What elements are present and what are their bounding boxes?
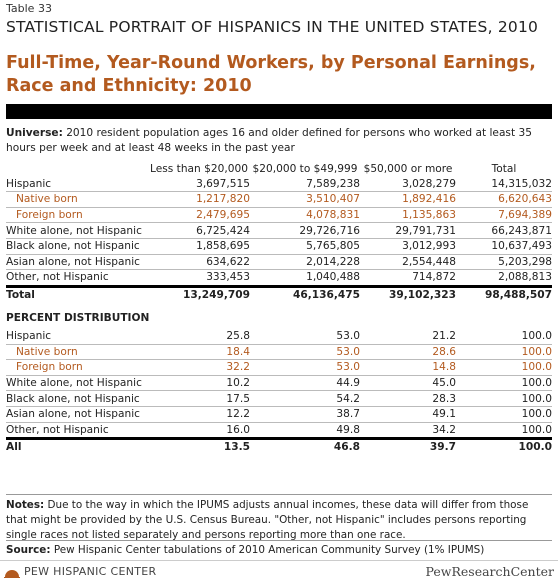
cell-value: 1,135,863 (360, 207, 456, 223)
pew-research-logo: PewResearchCenter (425, 564, 554, 579)
table-row (6, 391, 552, 407)
row-label: Native born (6, 344, 148, 360)
cell-value: 100.0 (456, 439, 552, 455)
row-label: Foreign born (6, 360, 148, 376)
notes-label: Notes: (6, 499, 45, 511)
row-label: White alone, not Hispanic (6, 223, 148, 239)
cell-value: 5,203,298 (456, 254, 552, 270)
cell-value: 39.7 (360, 439, 456, 455)
cell-value: 1,217,820 (148, 192, 250, 208)
cell-value: 44.9 (250, 375, 360, 391)
table-row (6, 375, 552, 391)
universe-text: 2010 resident population ages 16 and older defined for persons who worked at least 35 hours per week and at least 48 weeks in the past year (6, 127, 532, 154)
cell-value: 17.5 (148, 391, 250, 407)
cell-value: 333,453 (206, 271, 250, 284)
table-row (6, 422, 552, 439)
cell-value: 100.0 (456, 360, 552, 376)
table-row (6, 223, 552, 239)
table-row (6, 254, 552, 270)
percent-section (6, 329, 552, 455)
table-row (6, 329, 552, 344)
cell-value: 1,892,416 (360, 192, 456, 208)
source-note (6, 540, 552, 556)
cell-value: 34.2 (432, 423, 456, 436)
cell-value: 16.0 (226, 423, 250, 436)
row-label: Other, not Hispanic (6, 271, 109, 284)
source-text: Pew Hispanic Center tabulations of 2010 American Community Survey (1% IPUMS) (50, 544, 485, 556)
cell-value: 2,554,448 (360, 254, 456, 270)
cell-value: 45.0 (360, 375, 456, 391)
footer-divider (0, 560, 558, 561)
cell-value: 100.0 (456, 329, 552, 344)
counts-section (6, 177, 552, 303)
notes (6, 494, 552, 543)
cell-value: 32.2 (148, 360, 250, 376)
cell-value: 2,088,813 (498, 271, 552, 284)
cell-value: 54.2 (250, 391, 360, 407)
cell-value: 98,488,507 (456, 286, 552, 302)
sun-logo-icon (4, 566, 20, 578)
row-label: All (6, 439, 148, 455)
cell-value: 100.0 (456, 406, 552, 422)
row-label: Asian alone, not Hispanic (6, 406, 148, 422)
row-label: Foreign born (6, 207, 148, 223)
cell-value: 28.3 (360, 391, 456, 407)
cell-value: 28.6 (360, 344, 456, 360)
cell-value: 2,014,228 (250, 254, 360, 270)
row-label: Native born (6, 192, 148, 208)
table-row (6, 192, 552, 208)
source-label: Source: (6, 544, 51, 556)
cell-value: 12.2 (148, 406, 250, 422)
cell-value: 53.0 (250, 360, 360, 376)
data-table (6, 162, 552, 455)
cell-value: 3,510,407 (250, 192, 360, 208)
cell-value: 100.0 (456, 375, 552, 391)
row-label: Other, not Hispanic (6, 423, 109, 436)
cell-value: 53.0 (250, 344, 360, 360)
header-divider-bar (6, 104, 552, 119)
percent-distribution-label: PERCENT DISTRIBUTION (6, 311, 150, 324)
row-label: Asian alone, not Hispanic (6, 254, 148, 270)
table-header-row (6, 162, 552, 177)
universe-label: Universe: (6, 127, 63, 139)
cell-value: 634,622 (148, 254, 250, 270)
cell-value: 66,243,871 (456, 223, 552, 239)
column-header: Less than $20,000 (150, 163, 248, 176)
cell-value: 10,637,493 (456, 238, 552, 254)
cell-value: 46.8 (250, 439, 360, 455)
row-label: Hispanic (6, 177, 148, 192)
row-label: Hispanic (6, 329, 148, 344)
super-title: STATISTICAL PORTRAIT OF HISPANICS IN THE UNITED STATES, 2010 (6, 18, 539, 36)
cell-value: 46,136,475 (250, 286, 360, 302)
cell-value: 29,726,716 (250, 223, 360, 239)
table-row (6, 177, 552, 192)
cell-value: 18.4 (148, 344, 250, 360)
cell-value: 2,479,695 (148, 207, 250, 223)
cell-value: 4,078,831 (250, 207, 360, 223)
row-label: Black alone, not Hispanic (6, 238, 148, 254)
table-row (6, 238, 552, 254)
cell-value: 13,249,709 (148, 286, 250, 302)
cell-value: 100.0 (456, 391, 552, 407)
cell-value: 100.0 (521, 423, 552, 436)
row-label: Black alone, not Hispanic (6, 391, 148, 407)
cell-value: 13.5 (148, 439, 250, 455)
cell-value: 1,040,488 (306, 271, 360, 284)
cell-value: 714,872 (412, 271, 456, 284)
cell-value: 7,589,238 (250, 177, 360, 192)
cell-value: 5,765,805 (250, 238, 360, 254)
cell-value: 3,028,279 (360, 177, 456, 192)
cell-value: 25.8 (148, 329, 250, 344)
percent-section-header (6, 302, 552, 329)
table-row (6, 270, 552, 287)
page-title: Full-Time, Year-Round Workers, by Personal Earnings, Race and Ethnicity: 2010 (6, 53, 536, 96)
cell-value: 14.8 (360, 360, 456, 376)
cell-value: 21.2 (360, 329, 456, 344)
column-header: $20,000 to $49,999 (252, 163, 358, 176)
row-label: Total (6, 286, 148, 302)
cell-value: 49.1 (360, 406, 456, 422)
cell-value: 1,858,695 (148, 238, 250, 254)
cell-value: 39,102,323 (360, 286, 456, 302)
cell-value: 100.0 (456, 344, 552, 360)
notes-text: Due to the way in which the IPUMS adjusts annual incomes, these data will differ from those that might be provided by the U.S. Census Bureau. "Other, not Hispanic" includes persons reporting single races not listed separately and persons reporting more than one race. (6, 499, 529, 541)
cell-value: 38.7 (250, 406, 360, 422)
cell-value: 6,725,424 (148, 223, 250, 239)
cell-value: 53.0 (250, 329, 360, 344)
cell-value: 6,620,643 (456, 192, 552, 208)
table-number: Table 33 (6, 2, 52, 15)
column-header (6, 162, 148, 177)
table-row (6, 406, 552, 422)
table-row (6, 207, 552, 223)
cell-value: 29,791,731 (360, 223, 456, 239)
column-header: $50,000 or more (363, 163, 453, 176)
cell-value: 14,315,032 (456, 177, 552, 192)
pew-hispanic-logo (4, 565, 156, 578)
cell-value: 3,697,515 (148, 177, 250, 192)
cell-value: 49.8 (336, 423, 360, 436)
universe-note (6, 126, 552, 156)
total-row (6, 286, 552, 302)
row-label: White alone, not Hispanic (6, 375, 148, 391)
cell-value: 7,694,389 (456, 207, 552, 223)
table-row (6, 360, 552, 376)
total-row (6, 439, 552, 455)
column-header: Total (491, 163, 517, 176)
cell-value: 10.2 (148, 375, 250, 391)
cell-value: 3,012,993 (360, 238, 456, 254)
pew-hispanic-logo-text: PEW HISPANIC CENTER (24, 565, 157, 578)
table-row (6, 344, 552, 360)
